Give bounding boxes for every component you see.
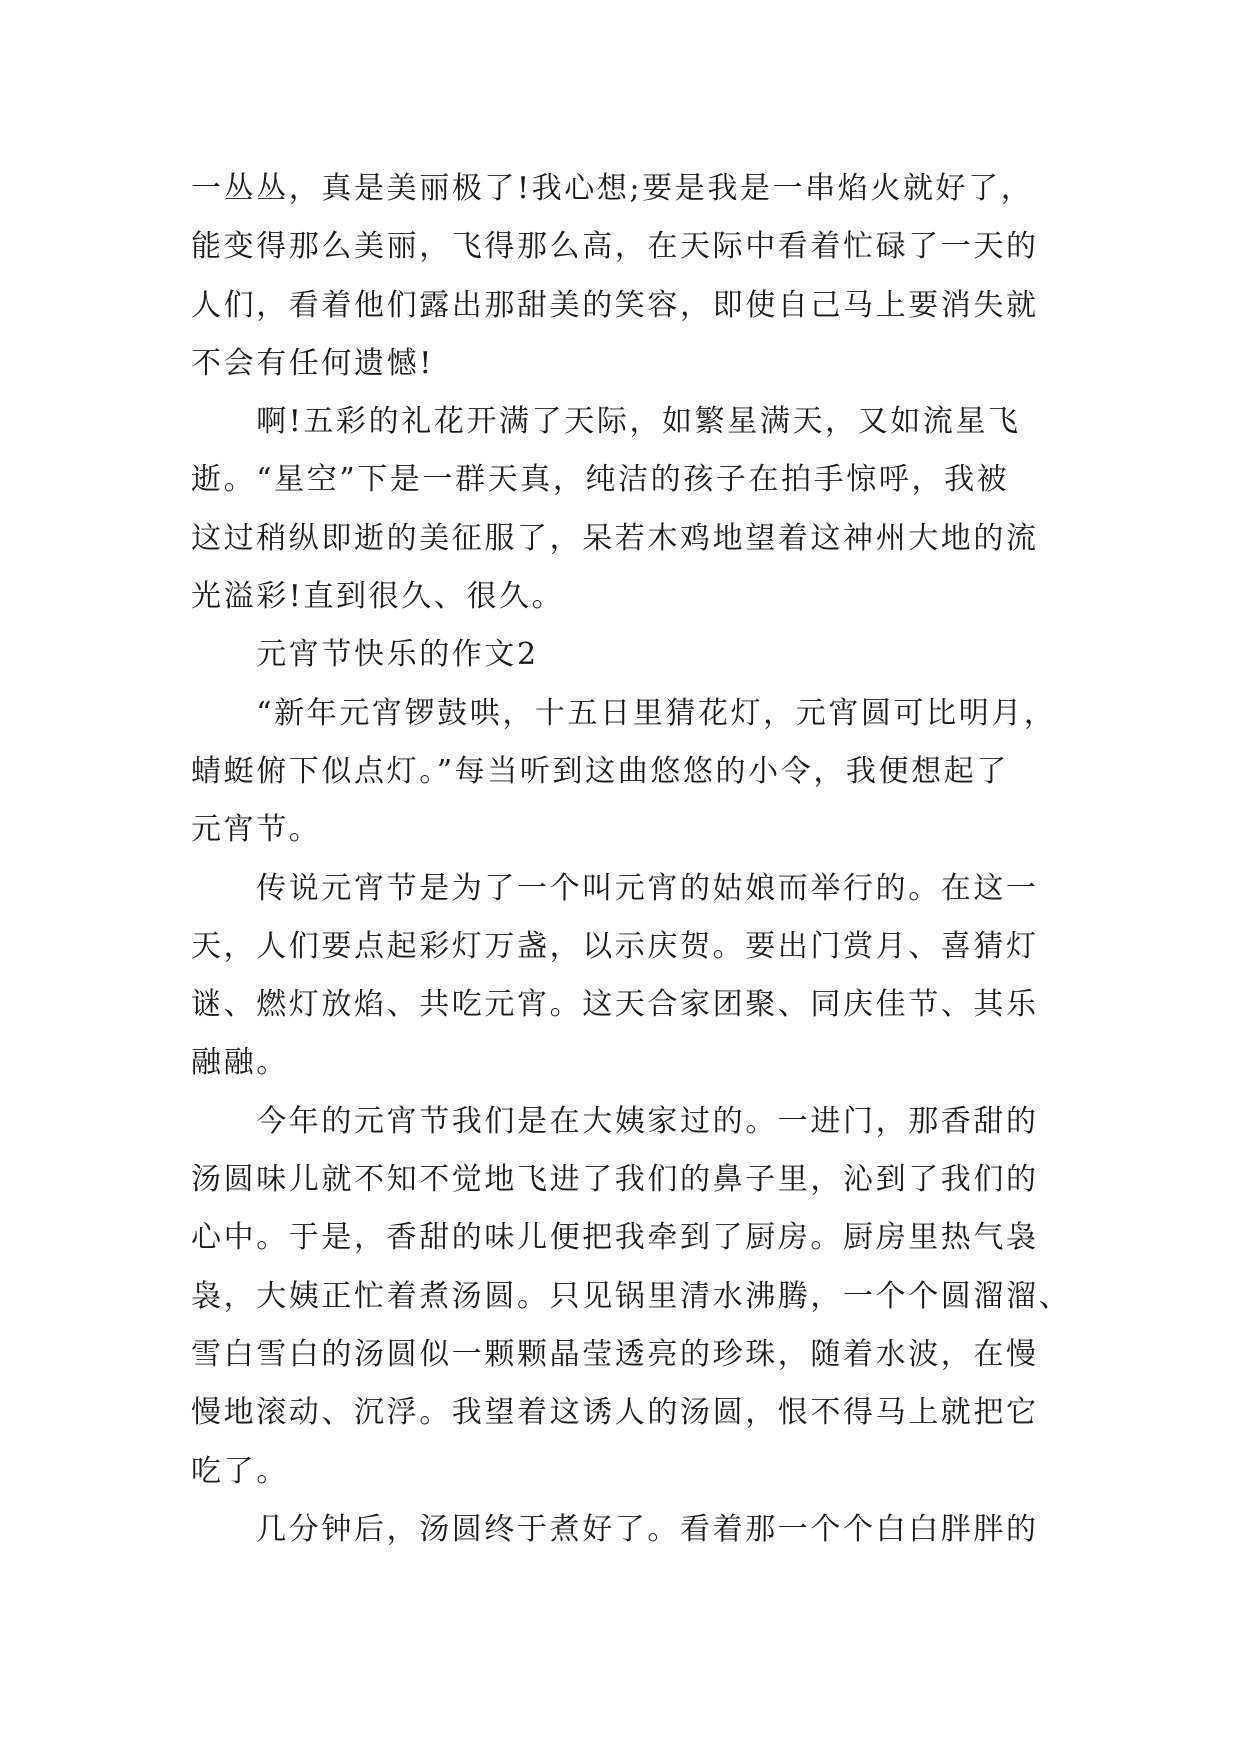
text-line: “新年元宵锣鼓哄，十五日里猜花灯，元宵圆可比明月， [191,695,1057,731]
text-line: 能变得那么美丽，飞得那么高，在天际中看着忙碌了一天的 [191,229,1039,265]
text-line: 人们，看着他们露出那甜美的笑容，即使自己马上要消失就 [191,287,1039,323]
text-line: 谜、燃灯放焰、共吃元宵。这天合家团聚、同庆佳节、其乐 [191,987,1039,1023]
text-line: 几分钟后，汤圆终于煮好了。看着那一个个白白胖胖的 [191,1511,1039,1547]
text-line: 啊!五彩的礼花开满了天际，如繁星满天，又如流星飞 [191,404,1021,440]
text-line: 融融。 [191,1045,289,1081]
text-line: 汤圆味儿就不知不觉地飞进了我们的鼻子里，沁到了我们的 [191,1162,1039,1198]
text-line: 心中。于是，香甜的味儿便把我牵到了厨房。厨房里热气袅 [191,1220,1039,1256]
text-line: 逝。“星空”下是一群天真，纯洁的孩子在拍手惊呼，我被 [191,462,1010,498]
text-line: 蜻蜓俯下似点灯。”每当听到这曲悠悠的小令，我便想起了 [191,753,1009,789]
text-line: 袅，大姨正忙着煮汤圆。只见锅里清水沸腾，一个个圆溜溜、 [191,1278,1071,1314]
text-line: 元宵节。 [191,812,322,848]
text-line: 天，人们要点起彩灯万盏，以示庆贺。要出门赏月、喜猜灯 [191,928,1039,964]
text-line: 今年的元宵节我们是在大姨家过的。一进门，那香甜的 [191,1103,1039,1139]
text-line: 吃了。 [191,1453,289,1489]
text-line: 一丛丛，真是美丽极了!我心想;要是我是一串焰火就好了， [191,171,1034,206]
text-line: 这过稍纵即逝的美征服了，呆若木鸡地望着这神州大地的流 [191,520,1039,556]
section-heading: 元宵节快乐的作文2 [191,637,539,673]
text-line: 慢地滚动、沉浮。我望着这诱人的汤圆，恨不得马上就把它 [191,1395,1039,1431]
text-line: 雪白雪白的汤圆似一颗颗晶莹透亮的珍珠，随着水波，在慢 [191,1336,1039,1372]
text-line: 光溢彩!直到很久、很久。 [191,579,565,615]
essay-text [191,160,1071,1559]
text-line: 传说元宵节是为了一个叫元宵的姑娘而举行的。在这一 [191,870,1039,906]
text-line: 不会有任何遗憾! [191,345,434,381]
